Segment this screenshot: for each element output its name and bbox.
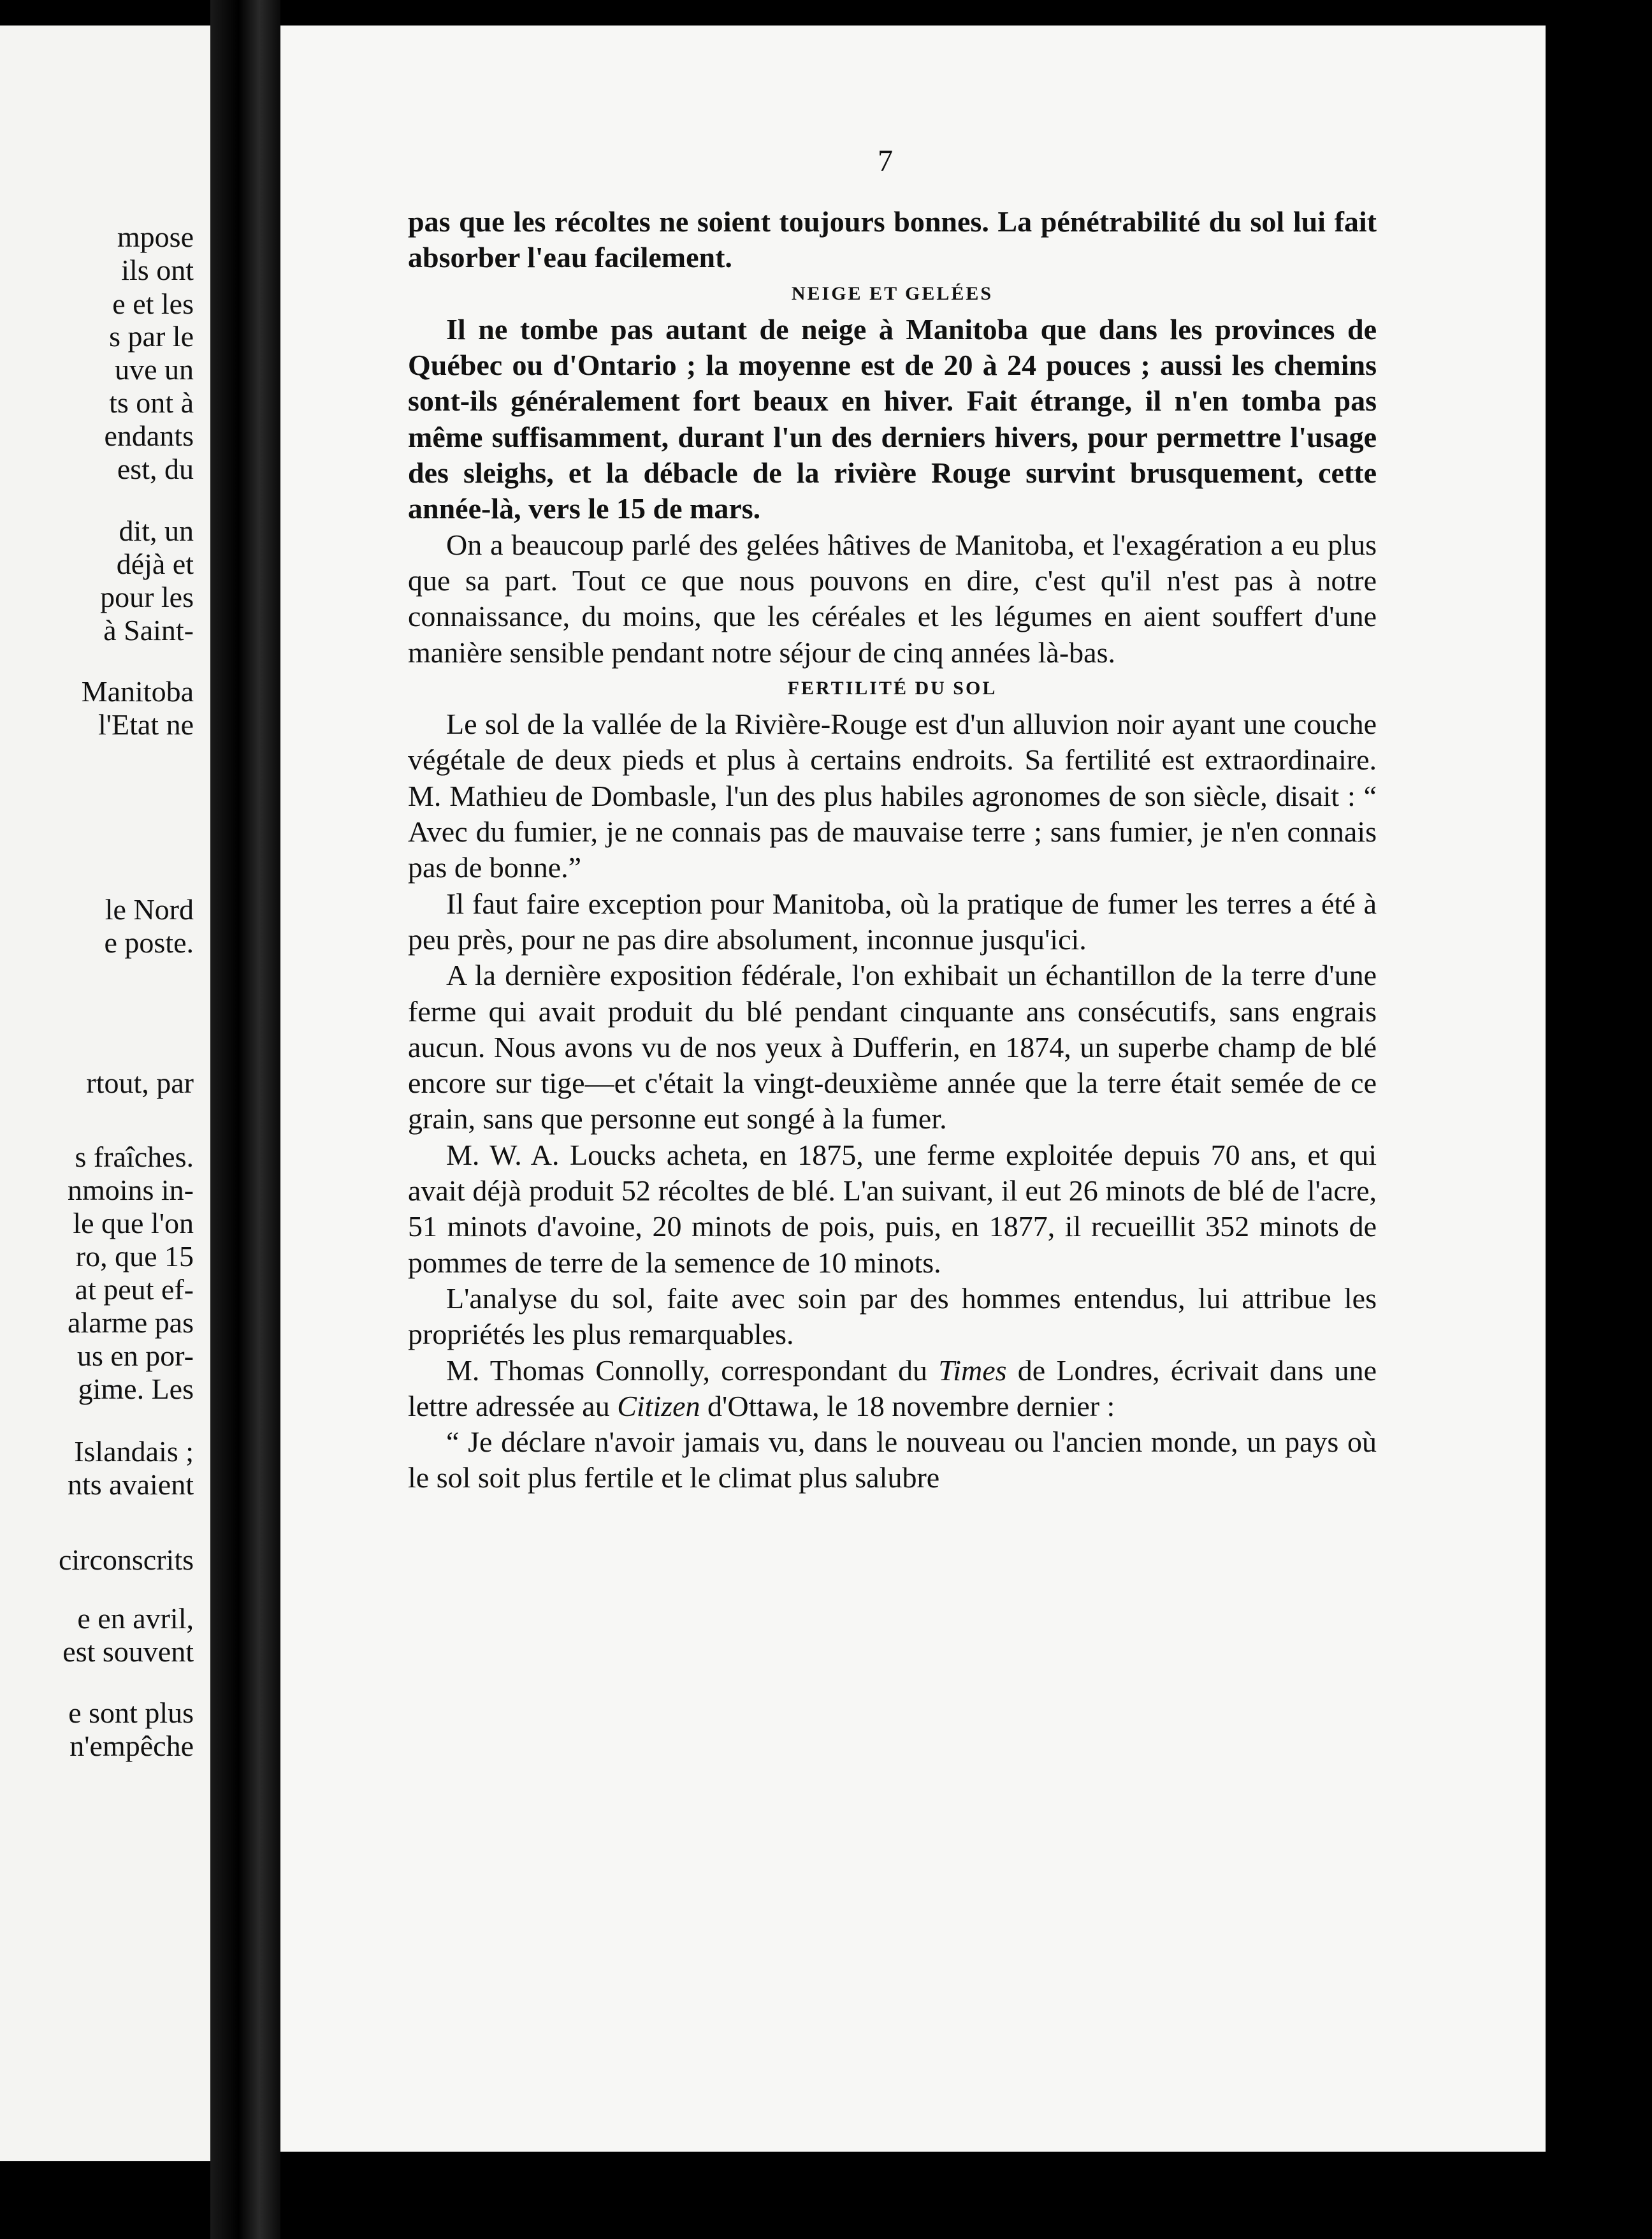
left-line: Manitoba bbox=[81, 675, 194, 708]
left-facing-page bbox=[0, 26, 210, 2161]
paragraph-exception: Il faut faire exception pour Manitoba, où la pratique de fumer les terres a été à peu près, pour ne pas dire absolument, inconnue jusqu'ici. bbox=[408, 887, 1377, 956]
left-line: nmoins in- bbox=[67, 1174, 194, 1206]
times-title: Times bbox=[938, 1353, 1007, 1387]
book-gutter bbox=[210, 0, 280, 2239]
paragraph-gelees: On a beaucoup parlé des gelées hâtives de Manitoba, et l'exagération a eu plus que sa part. Tout ce que nous pouvons en dire, c'est qu'il n'est pas à notre connaissance, du moins, que les céréales et les légumes en aient souffert d'une manière sensible pendant notre séjour de cinq années là-bas. bbox=[408, 528, 1377, 669]
left-line: at peut ef- bbox=[75, 1273, 194, 1306]
left-line: e en avril, bbox=[77, 1602, 194, 1635]
paragraph-quote: “ Je déclare n'avoir jamais vu, dans le nouveau ou l'ancien monde, un pays où le sol soit plus fertile et le climat plus salubre bbox=[408, 1426, 1377, 1494]
left-line: alarme pas bbox=[68, 1306, 194, 1339]
section-heading-fertilite: FERTILITÉ DU SOL bbox=[787, 677, 997, 699]
left-line: est, du bbox=[117, 453, 194, 485]
left-line: e sont plus bbox=[68, 1696, 194, 1729]
left-line: mpose bbox=[117, 221, 194, 253]
left-line: à Saint- bbox=[103, 614, 194, 646]
page-body bbox=[408, 204, 1377, 1496]
left-line: ts ont à bbox=[109, 386, 194, 419]
left-line: endants bbox=[104, 419, 194, 452]
paragraph-neige: Il ne tombe pas autant de neige à Manitoba que dans les provinces de Québec ou d'Ontario ; la moyenne est de 20 à 24 pouces ; aussi les chemins sont-ils généralement fort beaux en hiver. Fait étrange, il n'en tomba pas même suffisamment, durant l'un des derniers hivers, pour permettre l'usage des sleighs, et la débacle de la rivière Rouge survint brusquement, cette année-là, vers le 15 de mars. bbox=[408, 312, 1377, 525]
left-line: dit, un bbox=[119, 514, 194, 547]
left-line: e et les bbox=[112, 288, 194, 320]
left-line: s fraîches. bbox=[75, 1141, 194, 1173]
left-line: us en por- bbox=[76, 1339, 194, 1372]
left-line: Islandais ; bbox=[74, 1435, 194, 1468]
scan-border bbox=[1546, 0, 1652, 2239]
page-number: 7 bbox=[878, 144, 893, 178]
paragraph-connolly bbox=[408, 1353, 1377, 1425]
left-line: gime. Les bbox=[78, 1373, 194, 1405]
left-line: le que l'on bbox=[73, 1207, 194, 1239]
paragraph-analyse: L'analyse du sol, faite avec soin par des hommes entendus, lui attribue les propriétés les plus remarquables. bbox=[408, 1281, 1377, 1351]
left-line: le Nord bbox=[105, 893, 194, 926]
left-line: s par le bbox=[109, 320, 194, 353]
left-line: nts avaient bbox=[68, 1468, 194, 1501]
left-line: ils ont bbox=[121, 254, 194, 286]
left-line: rtout, par bbox=[86, 1067, 194, 1099]
section-heading-neige: NEIGE ET GELÉES bbox=[791, 282, 994, 304]
paragraph-exposition: A la dernière exposition fédérale, l'on exhibait un échantillon de la terre d'une ferme qui avait produit du blé pendant cinquante ans consécutifs, sans engrais aucun. Nous avons vu de nos yeux à Dufferin, en 1874, un superbe champ de blé encore sur tige—et c'était la vingt-deuxième année que la terre était semée de ce grain, sans que personne eut songé à la fumer. bbox=[408, 959, 1377, 1135]
connolly-text-b: de Londres, écrivait dans une lettre adressée au bbox=[408, 1353, 1377, 1422]
left-line: e poste. bbox=[104, 926, 194, 959]
paragraph-continued: pas que les récoltes ne soient toujours bonnes. La pénétrabilité du sol lui fait absorber l'eau facilement. bbox=[408, 205, 1377, 274]
left-line: est souvent bbox=[62, 1635, 194, 1668]
connolly-text-a: M. Thomas Connolly, correspondant du bbox=[446, 1353, 939, 1387]
paragraph-loucks: M. W. A. Loucks acheta, en 1875, une ferme exploitée depuis 70 ans, et qui avait déjà produit 52 récoltes de blé. L'an suivant, il eut 26 minots de blé de l'acre, 51 minots d'avoine, 20 minots de pois, puis, en 1877, il recueillit 352 minots de pommes de terre de la semence de 10 minots. bbox=[408, 1138, 1377, 1279]
left-line: n'empêche bbox=[69, 1730, 194, 1762]
left-line: l'Etat ne bbox=[98, 708, 194, 741]
paragraph-sol: Le sol de la vallée de la Rivière-Rouge est d'un alluvion noir ayant une couche végétale de deux pieds et plus à certains endroits. Sa fertilité est extraordinaire. M. Mathieu de Dombasle, l'un des plus habiles agronomes de son siècle, disait : “ Avec du fumier, je ne connais pas de mauvaise terre ; sans fumier, je n'en connais pas de bonne.” bbox=[408, 708, 1377, 884]
citizen-title: Citizen bbox=[617, 1389, 700, 1422]
left-line: pour les bbox=[100, 581, 194, 613]
left-line: ro, que 15 bbox=[75, 1240, 194, 1273]
left-line: déjà et bbox=[116, 548, 194, 580]
connolly-text-c: d'Ottawa, le 18 novembre dernier : bbox=[700, 1389, 1115, 1422]
left-line: circonscrits bbox=[58, 1543, 194, 1576]
left-line: uve un bbox=[115, 353, 194, 386]
